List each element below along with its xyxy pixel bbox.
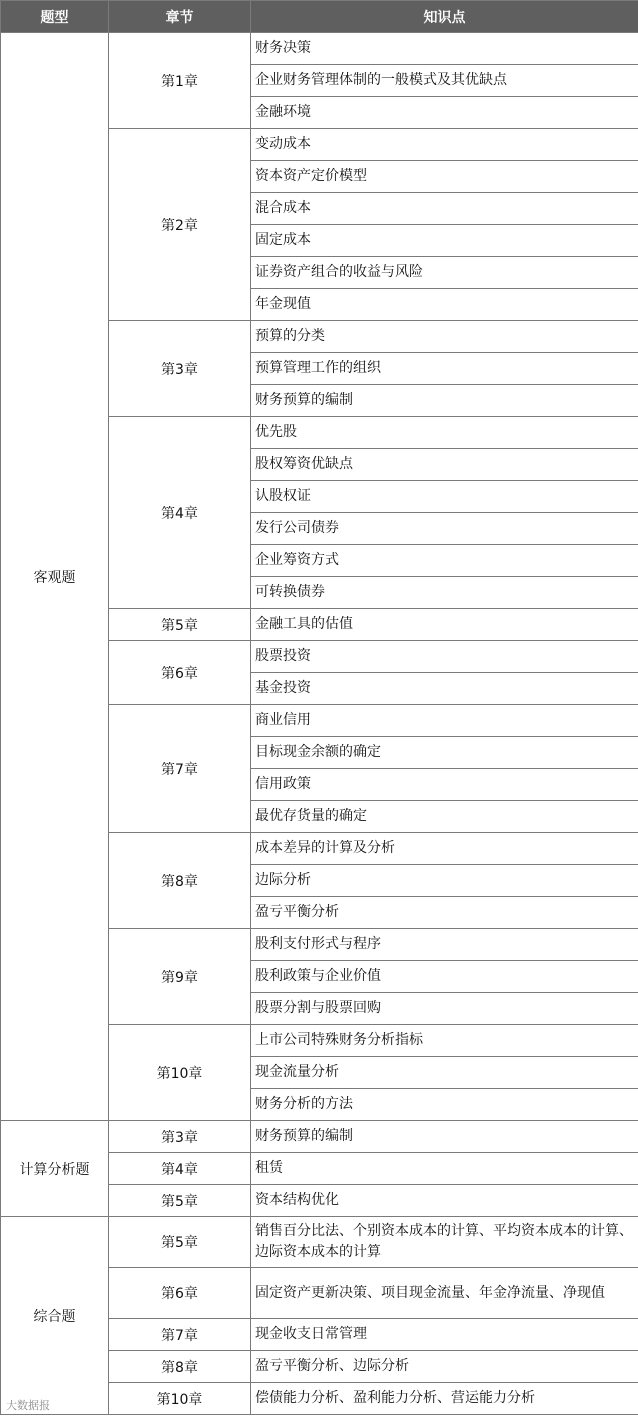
chapter-cell: 第9章 (109, 929, 251, 1025)
knowledge-point-cell: 混合成本 (251, 193, 638, 225)
knowledge-point-cell: 边际分析 (251, 865, 638, 897)
knowledge-point-cell: 可转换债券 (251, 577, 638, 609)
knowledge-point-cell: 上市公司特殊财务分析指标 (251, 1025, 638, 1057)
chapter-cell: 第3章 (109, 321, 251, 417)
knowledge-point-cell: 股票投资 (251, 641, 638, 673)
knowledge-point-cell: 现金流量分析 (251, 1057, 638, 1089)
knowledge-point-cell: 偿债能力分析、盈利能力分析、营运能力分析 (251, 1383, 638, 1415)
knowledge-point-cell: 财务分析的方法 (251, 1089, 638, 1121)
knowledge-point-cell: 基金投资 (251, 673, 638, 705)
knowledge-point-cell: 资本资产定价模型 (251, 161, 638, 193)
knowledge-point-cell: 认股权证 (251, 481, 638, 513)
chapter-cell: 第1章 (109, 33, 251, 129)
question-type-cell: 客观题 (1, 33, 109, 1121)
knowledge-point-cell: 企业财务管理体制的一般模式及其优缺点 (251, 65, 638, 97)
knowledge-point-cell: 目标现金余额的确定 (251, 737, 638, 769)
knowledge-point-cell: 变动成本 (251, 129, 638, 161)
knowledge-point-cell: 最优存货量的确定 (251, 801, 638, 833)
knowledge-point-cell: 资本结构优化 (251, 1185, 638, 1217)
knowledge-point-cell: 商业信用 (251, 705, 638, 737)
knowledge-point-cell: 企业筹资方式 (251, 545, 638, 577)
watermark: 大数据报 (6, 1399, 50, 1412)
knowledge-point-cell: 财务预算的编制 (251, 1121, 638, 1153)
chapter-cell: 第3章 (109, 1121, 251, 1153)
knowledge-point-cell: 财务预算的编制 (251, 385, 638, 417)
chapter-cell: 第7章 (109, 705, 251, 833)
chapter-cell: 第4章 (109, 417, 251, 609)
knowledge-point-cell: 现金收支日常管理 (251, 1319, 638, 1351)
question-type-cell: 计算分析题 (1, 1121, 109, 1217)
header-type: 题型 (1, 1, 109, 33)
knowledge-point-cell: 固定成本 (251, 225, 638, 257)
knowledge-point-cell: 信用政策 (251, 769, 638, 801)
chapter-cell: 第6章 (109, 641, 251, 705)
header-row (1, 1, 638, 33)
knowledge-point-cell: 年金现值 (251, 289, 638, 321)
chapter-cell: 第7章 (109, 1319, 251, 1351)
chapter-cell: 第5章 (109, 1217, 251, 1268)
knowledge-point-cell: 优先股 (251, 417, 638, 449)
knowledge-point-cell: 固定资产更新决策、项目现金流量、年金净流量、净现值 (251, 1268, 638, 1319)
chapter-cell: 第8章 (109, 833, 251, 929)
knowledge-point-cell: 股权筹资优缺点 (251, 449, 638, 481)
knowledge-point-cell: 盈亏平衡分析 (251, 897, 638, 929)
table-row (1, 33, 638, 65)
chapter-cell: 第2章 (109, 129, 251, 321)
chapter-cell: 第10章 (109, 1383, 251, 1415)
table-body (1, 33, 638, 1415)
chapter-cell: 第6章 (109, 1268, 251, 1319)
table-row (1, 1217, 638, 1268)
knowledge-point-cell: 财务决策 (251, 33, 638, 65)
knowledge-point-cell: 租赁 (251, 1153, 638, 1185)
chapter-cell: 第4章 (109, 1153, 251, 1185)
chapter-cell: 第8章 (109, 1351, 251, 1383)
knowledge-point-cell: 股票分割与股票回购 (251, 993, 638, 1025)
knowledge-point-cell: 盈亏平衡分析、边际分析 (251, 1351, 638, 1383)
chapter-cell: 第5章 (109, 1185, 251, 1217)
knowledge-point-cell: 金融环境 (251, 97, 638, 129)
knowledge-point-cell: 金融工具的估值 (251, 609, 638, 641)
knowledge-point-cell: 股利支付形式与程序 (251, 929, 638, 961)
knowledge-point-cell: 发行公司债券 (251, 513, 638, 545)
knowledge-point-cell: 销售百分比法、个别资本成本的计算、平均资本成本的计算、边际资本成本的计算 (251, 1217, 638, 1268)
knowledge-point-cell: 成本差异的计算及分析 (251, 833, 638, 865)
table-row (1, 1121, 638, 1153)
knowledge-point-cell: 证券资产组合的收益与风险 (251, 257, 638, 289)
question-type-cell: 综合题 (1, 1217, 109, 1415)
chapter-cell: 第10章 (109, 1025, 251, 1121)
chapter-cell: 第5章 (109, 609, 251, 641)
knowledge-point-cell: 预算的分类 (251, 321, 638, 353)
header-chapter: 章节 (109, 1, 251, 33)
knowledge-point-cell: 股利政策与企业价值 (251, 961, 638, 993)
header-knowledge: 知识点 (251, 1, 638, 33)
knowledge-point-cell: 预算管理工作的组织 (251, 353, 638, 385)
